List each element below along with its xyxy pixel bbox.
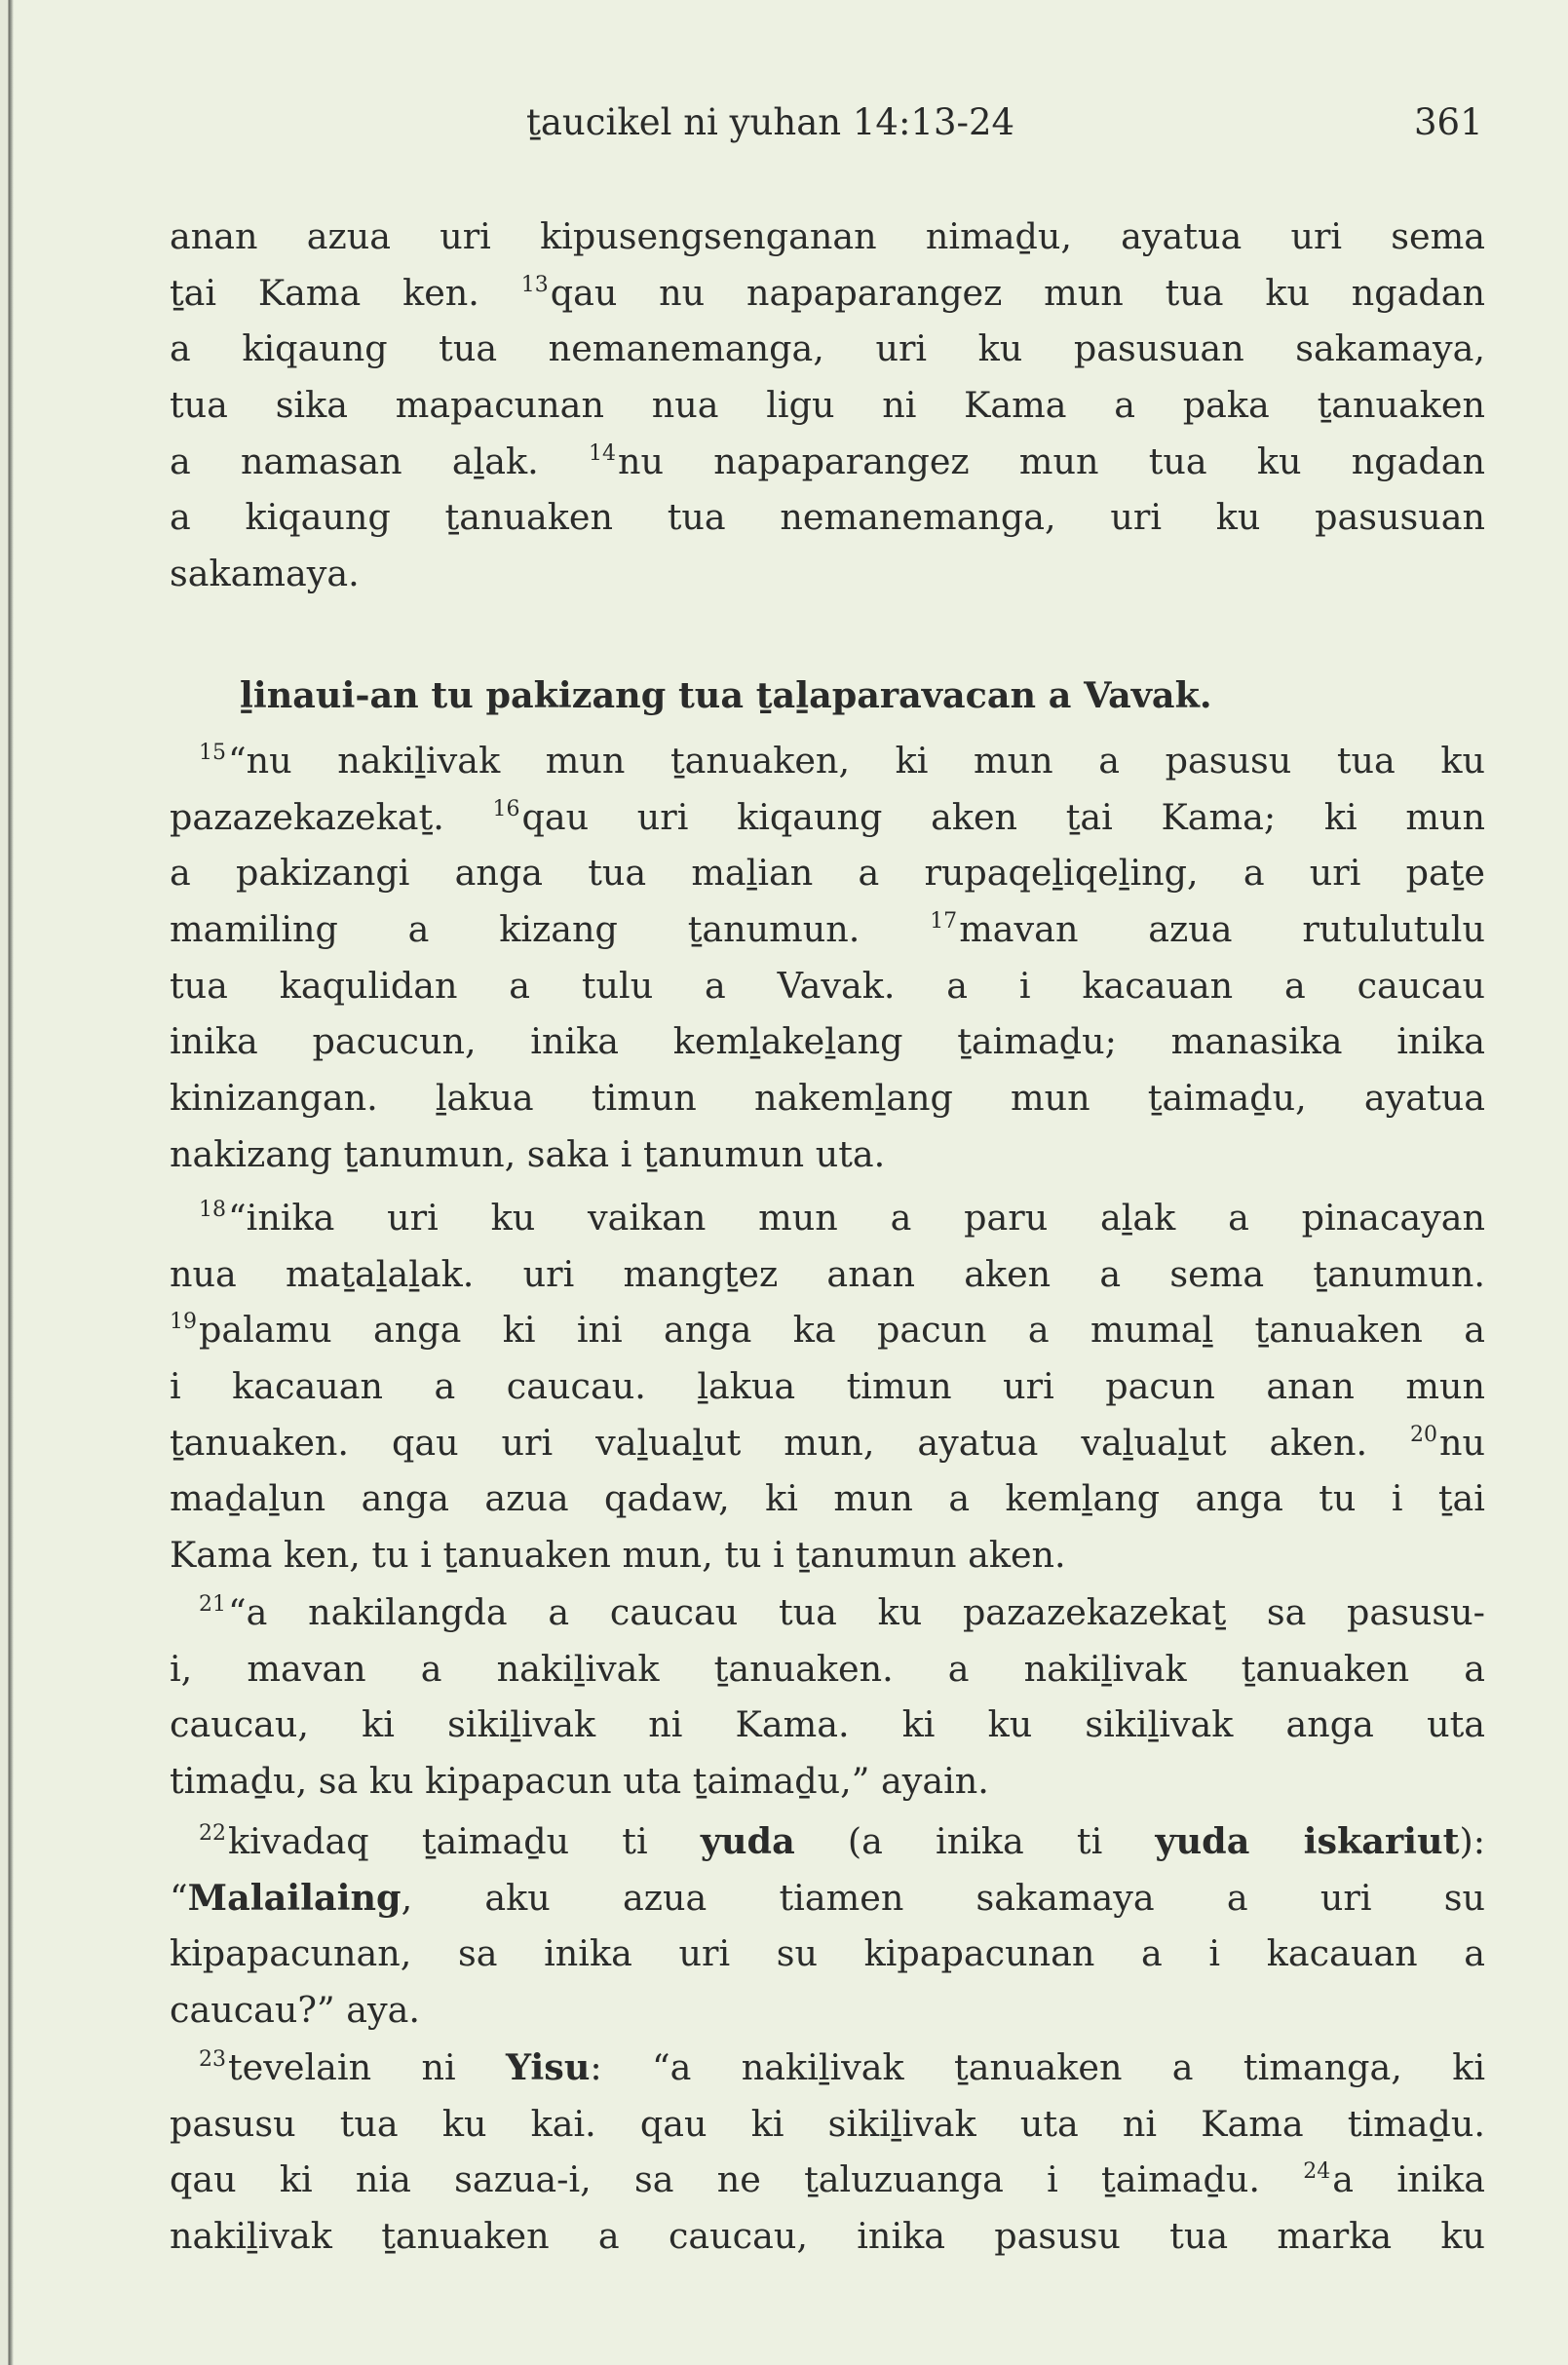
bold-name: yuda bbox=[700, 1820, 795, 1862]
text-line bbox=[170, 958, 1485, 1014]
text-run: i, mavan a nakiḻivak ṯanuaken. a nakiḻivak ṯanuaken a bbox=[170, 1647, 1485, 1690]
paragraph bbox=[170, 2040, 1485, 2265]
bold-name: yuda iskariut bbox=[1155, 1820, 1460, 1862]
verse-number: 24 bbox=[1303, 2159, 1331, 2185]
text-line bbox=[170, 1753, 1485, 1810]
text-line bbox=[170, 1982, 1485, 2039]
text-run: pazazekazekaṯ. bbox=[170, 795, 493, 838]
text-run: a kiqaung ṯanuaken tua nemanemanga, uri ku pasusuan bbox=[170, 496, 1485, 539]
text-run: ṯai Kama ken. bbox=[170, 271, 521, 314]
text-run: a namasan aḻak. bbox=[170, 439, 589, 482]
text-line bbox=[170, 1415, 1485, 1471]
section-heading bbox=[170, 668, 1555, 724]
text-run: timaḏu, sa ku kipapacun uta ṯaimaḏu,” ayain. bbox=[170, 1760, 989, 1803]
text-line bbox=[170, 1302, 1485, 1358]
text-run: nu bbox=[1438, 1421, 1485, 1464]
paragraph bbox=[170, 209, 1485, 602]
text-run: pasusu tua ku kai. qau ki sikiḻivak uta ni Kama timaḏu. bbox=[170, 2102, 1485, 2145]
text-line bbox=[170, 2152, 1485, 2208]
text-line bbox=[170, 1697, 1485, 1753]
paragraph bbox=[170, 733, 1485, 1183]
text-run: ḻinaui-an tu pakizang tua ṯaḻaparavacan a Vavak. bbox=[240, 674, 1212, 716]
text-run: ): bbox=[1459, 1820, 1485, 1862]
text-run: qau ki nia sazua-i, sa ne ṯaluzuanga i ṯaimaḏu. bbox=[170, 2158, 1304, 2201]
text-run: tua kaqulidan a tulu a Vavak. a i kacauan a caucau bbox=[170, 964, 1485, 1007]
text-line bbox=[170, 546, 1485, 602]
page-number: 361 bbox=[1414, 101, 1483, 143]
text-run: “ bbox=[170, 1876, 188, 1919]
text-line bbox=[170, 1641, 1485, 1697]
paragraph bbox=[170, 1584, 1485, 1810]
text-run: kipapacunan, sa inika uri su kipapacunan a i kacauan a bbox=[170, 1932, 1485, 1975]
text-run: mamiling a kizang ṯanumun. bbox=[170, 908, 931, 951]
verse-number: 18 bbox=[199, 1198, 226, 1222]
text-line bbox=[170, 733, 1485, 789]
text-run: (a inika ti bbox=[794, 1820, 1156, 1862]
verse-number: 13 bbox=[520, 272, 549, 297]
text-run: “inika uri ku vaikan mun a paru aḻak a pinacayan bbox=[228, 1197, 1485, 1239]
text-line bbox=[170, 209, 1485, 265]
text-run: tua sika mapacunan nua ligu ni Kama a paka ṯanuaken bbox=[170, 384, 1485, 427]
text-run: nua maṯaḻaḻak. uri mangṯez anan aken a sema ṯanumun. bbox=[170, 1252, 1485, 1295]
verse-number: 23 bbox=[199, 2047, 226, 2072]
text-line bbox=[170, 1527, 1485, 1583]
text-run: palamu anga ki ini anga ka pacun a mumaḻ ṯanuaken a bbox=[199, 1309, 1485, 1352]
text-line bbox=[170, 265, 1485, 322]
running-header-title: ṯaucikel ni yuhan 14:13-24 bbox=[526, 101, 1015, 143]
text-run: “a nakilangda a caucau tua ku pazazekazekaṯ sa pasusu- bbox=[228, 1591, 1485, 1633]
text-run: caucau?” aya. bbox=[170, 1989, 420, 2032]
verse-number: 14 bbox=[588, 440, 616, 466]
text-run: anan azua uri kipusengsenganan nimaḏu, ayatua uri sema bbox=[170, 215, 1485, 257]
verse-number: 19 bbox=[170, 1310, 197, 1335]
text-line bbox=[170, 1926, 1485, 1982]
text-line bbox=[240, 668, 1555, 724]
verse-number: 17 bbox=[930, 909, 958, 935]
verse-number: 21 bbox=[199, 1592, 226, 1617]
text-run: nakizang ṯanumun, saka i ṯanumun uta. bbox=[170, 1132, 886, 1175]
text-line bbox=[170, 1013, 1485, 1070]
text-run: nakiḻivak ṯanuaken a caucau, inika pasusu tua marka ku bbox=[170, 2215, 1485, 2258]
text-line bbox=[170, 1190, 1485, 1246]
text-run: : “a nakiḻivak ṯanuaken a timanga, ki bbox=[590, 2046, 1485, 2088]
running-header bbox=[0, 101, 1568, 150]
verse-number: 16 bbox=[492, 796, 520, 821]
text-run: tevelain ni bbox=[228, 2046, 506, 2088]
text-line bbox=[170, 2040, 1485, 2096]
text-line bbox=[170, 789, 1485, 846]
text-line bbox=[170, 1126, 1485, 1183]
text-run: a pakizangi anga tua maḻian a rupaqeḻiqeḻing, a uri paṯe bbox=[170, 852, 1485, 895]
text-line bbox=[170, 434, 1485, 490]
text-run: maḏaḻun anga azua qadaw, ki mun a kemḻang anga tu i ṯai bbox=[170, 1477, 1485, 1520]
paragraph bbox=[170, 1813, 1485, 2039]
verse-number: 15 bbox=[199, 741, 226, 765]
text-line bbox=[170, 1584, 1485, 1641]
text-line bbox=[170, 901, 1485, 958]
text-run: ṯanuaken. qau uri vaḻuaḻut mun, ayatua vaḻuaḻut aken. bbox=[170, 1421, 1410, 1464]
text-run: mavan azua rutulutulu bbox=[959, 908, 1485, 951]
text-run: inika pacucun, inika kemḻakeḻang ṯaimaḏu; manasika inika bbox=[170, 1020, 1485, 1063]
text-line bbox=[170, 845, 1485, 901]
text-run: “nu nakiḻivak mun ṯanuaken, ki mun a pasusu tua ku bbox=[228, 740, 1485, 782]
text-run: a inika bbox=[1332, 2158, 1485, 2201]
text-line bbox=[170, 2208, 1485, 2265]
text-run: sakamaya. bbox=[170, 553, 360, 595]
text-run: , aku azua tiamen sakamaya a uri su bbox=[401, 1876, 1485, 1919]
text-line bbox=[170, 1246, 1485, 1303]
text-run: i kacauan a caucau. ḻakua timun uri pacun anan mun bbox=[170, 1365, 1485, 1408]
text-run: qau nu napaparangez mun tua ku ngadan bbox=[550, 271, 1486, 314]
verse-number: 20 bbox=[1409, 1422, 1437, 1447]
text-run: qau uri kiqaung aken ṯai Kama; ki mun bbox=[521, 795, 1485, 838]
bold-name: Yisu bbox=[505, 2046, 591, 2088]
text-line bbox=[170, 489, 1485, 546]
text-line bbox=[170, 1813, 1485, 1870]
text-run: Kama ken, tu i ṯanuaken mun, tu i ṯanumun aken. bbox=[170, 1534, 1066, 1577]
page-binding-edge bbox=[0, 0, 14, 2365]
bold-name: Malailaing bbox=[187, 1876, 402, 1919]
text-line bbox=[170, 2096, 1485, 2153]
text-run: kinizangan. ḻakua timun nakemḻang mun ṯaimaḏu, ayatua bbox=[170, 1077, 1485, 1120]
paragraph bbox=[170, 1190, 1485, 1583]
text-line bbox=[170, 1470, 1485, 1527]
text-line bbox=[170, 321, 1485, 377]
text-run: caucau, ki sikiḻivak ni Kama. ki ku sikiḻivak anga uta bbox=[170, 1703, 1485, 1746]
text-run: kivadaq ṯaimaḏu ti bbox=[228, 1820, 701, 1862]
text-run: a kiqaung tua nemanemanga, uri ku pasusuan sakamaya, bbox=[170, 327, 1485, 370]
verse-number: 22 bbox=[199, 1821, 226, 1846]
text-line bbox=[170, 1358, 1485, 1415]
text-line bbox=[170, 1870, 1485, 1926]
text-run: nu napaparangez mun tua ku ngadan bbox=[617, 439, 1485, 482]
text-line bbox=[170, 377, 1485, 434]
text-line bbox=[170, 1070, 1485, 1126]
